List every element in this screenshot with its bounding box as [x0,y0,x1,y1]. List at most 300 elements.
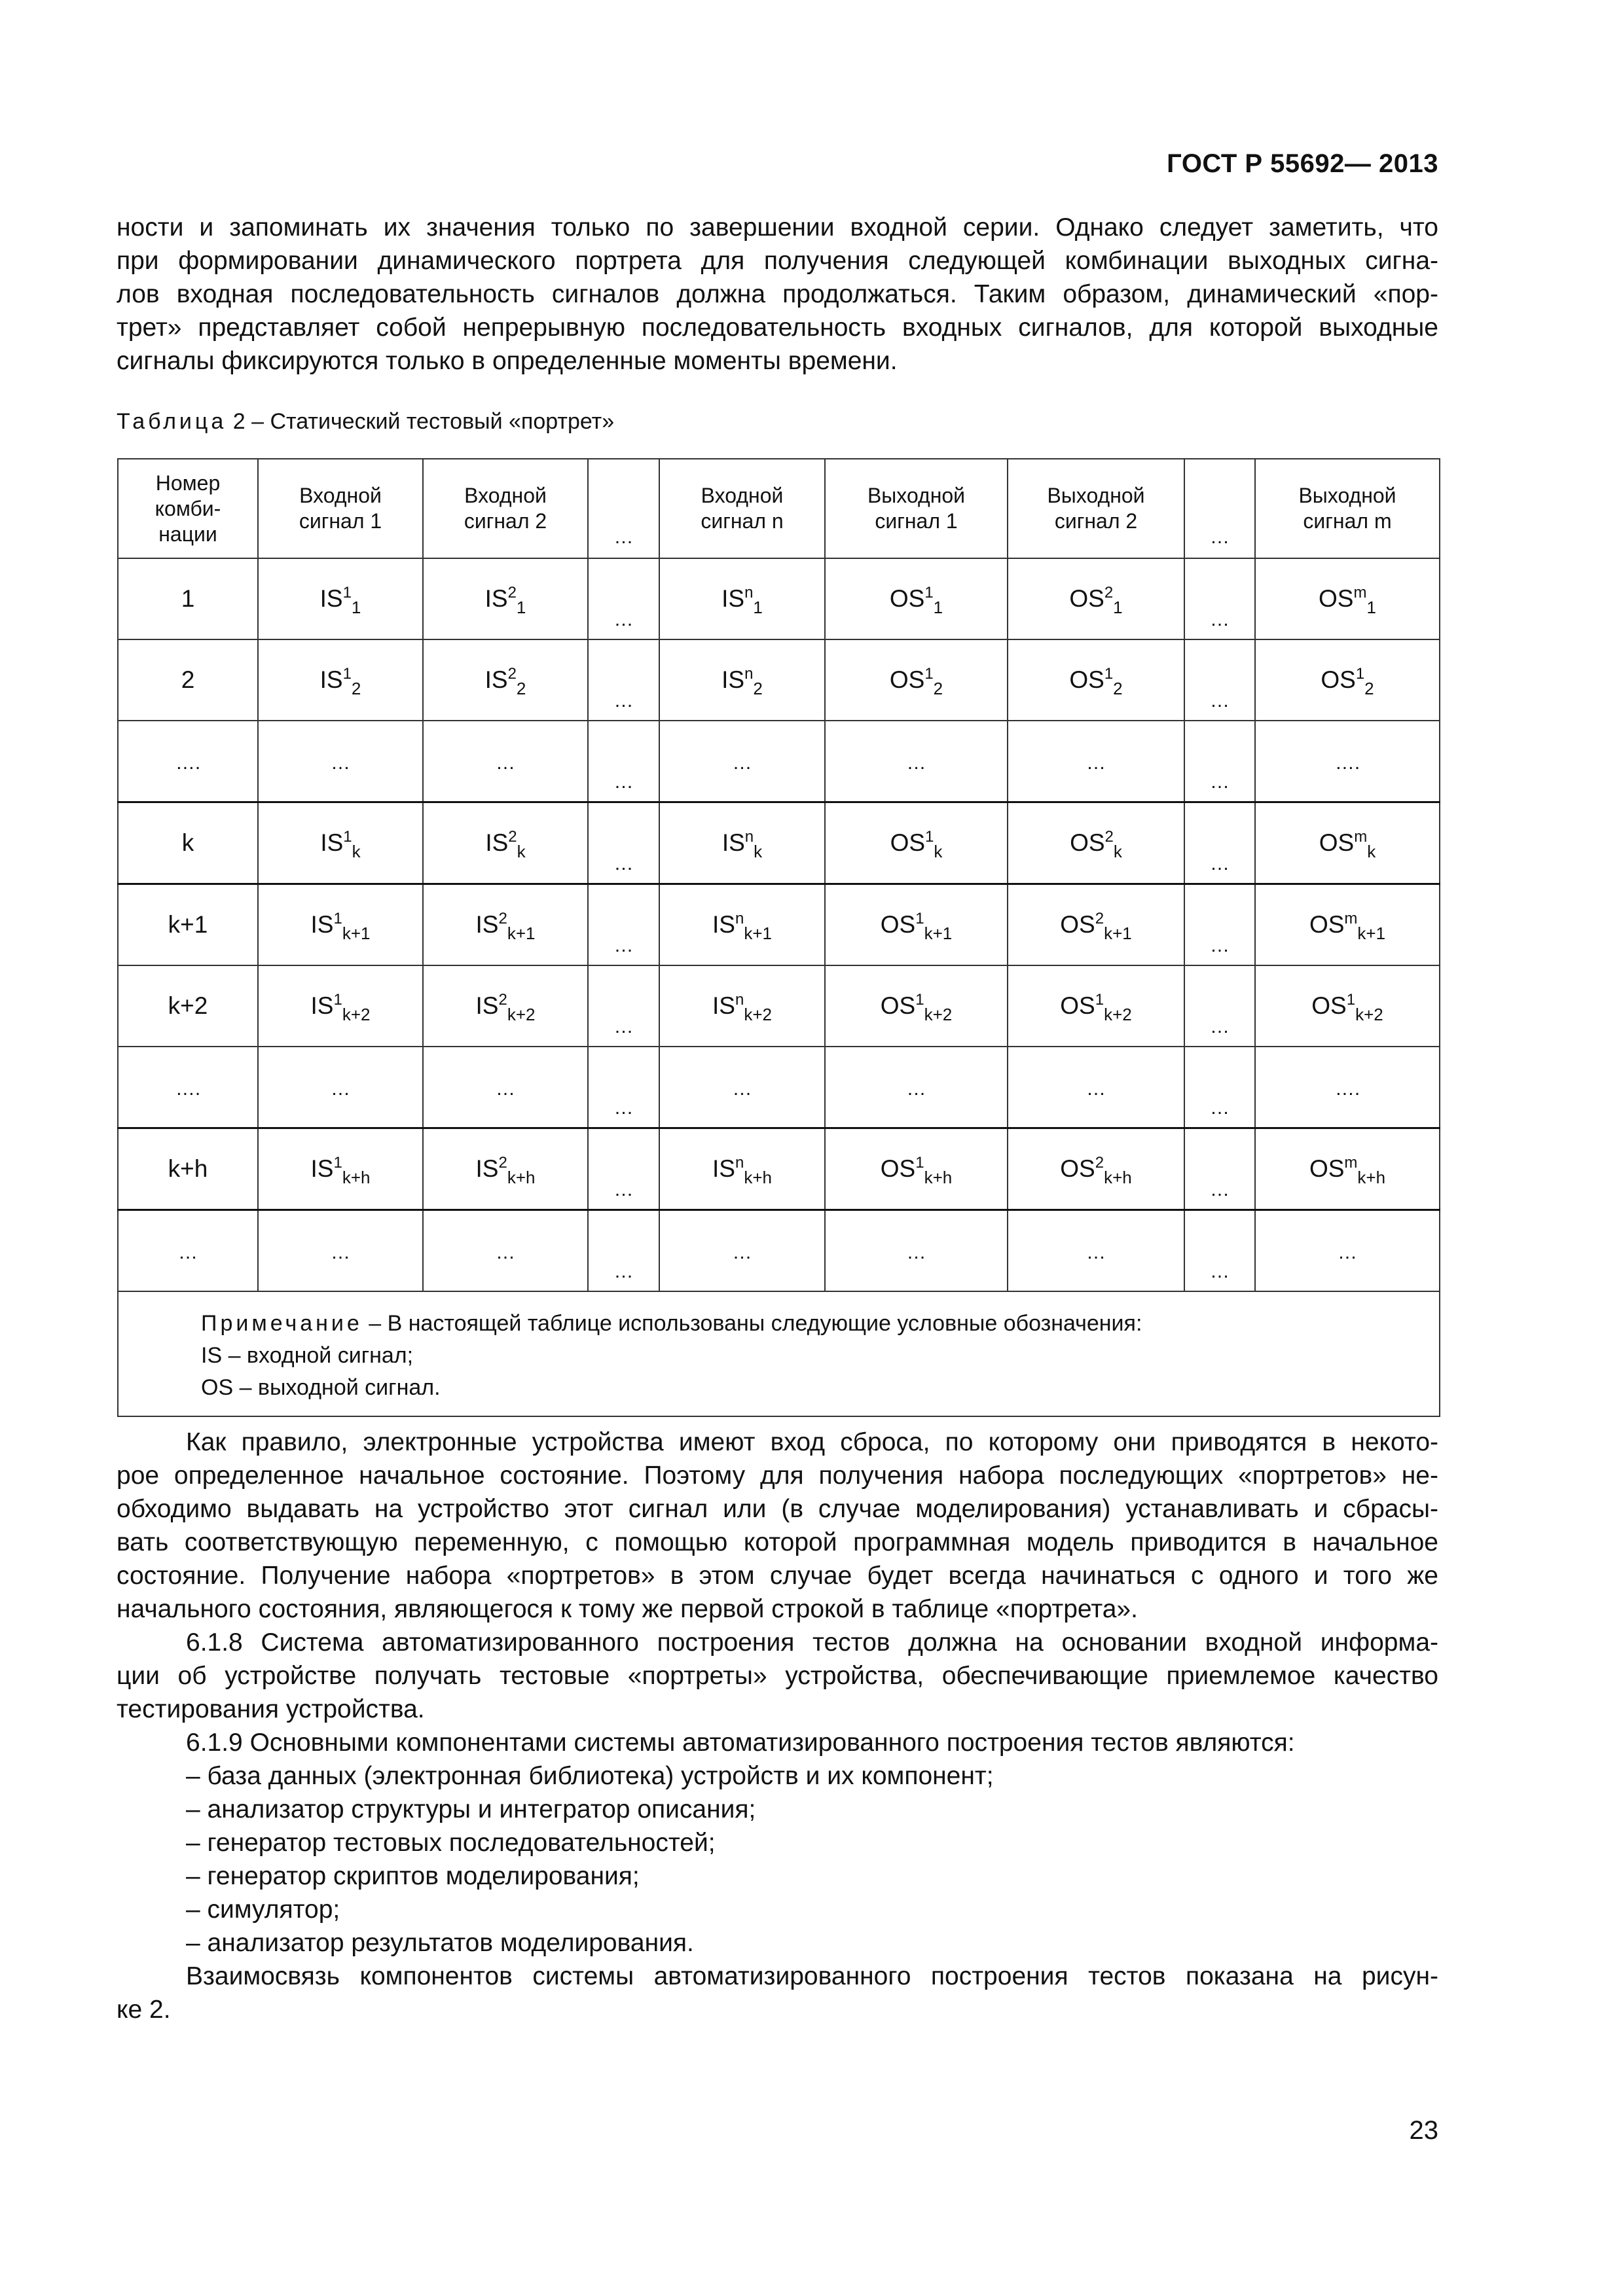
body-line: – генератор скриптов моделирования; [186,1862,640,1890]
column-header [118,459,258,558]
signal-base: OS [890,829,926,856]
cell-text: … [178,1242,198,1263]
signal-base: OS [880,1155,916,1182]
ellipsis-mark: … [1210,935,1230,956]
column-header-line: Выходной [1047,484,1145,507]
table-cell [659,965,825,1047]
signal-index: 1 [1104,665,1114,683]
cell-text: …. [175,752,201,774]
table-cell [258,639,423,721]
signal-base: IS [721,666,745,693]
table-cell [423,802,588,884]
signal-step: k+2 [744,1005,772,1024]
signal-index: 2 [1104,584,1114,601]
table-cell [1255,1210,1440,1292]
signal-step: 1 [516,598,526,617]
note-line-is: IS – входной сигнал; [201,1343,414,1368]
column-header [258,459,423,558]
table-cell [659,639,825,721]
table-row [118,1047,1440,1128]
signal-base: IS [320,829,344,856]
signal-step: 1 [351,598,361,617]
table-cell [1255,558,1440,639]
table-cell-ellipsis [588,965,659,1047]
ellipsis-mark: … [613,1016,634,1037]
body-line: – симулятор; [186,1895,340,1924]
document-header: ГОСТ Р 55692— 2013 [1167,149,1438,178]
table-cell [825,1128,1008,1210]
table-cell [423,721,588,802]
signal-index: 1 [1095,991,1104,1009]
page-number: 23 [1409,2116,1438,2145]
table-cell [258,1128,423,1210]
table-cell [1008,1047,1184,1128]
table-cell [659,558,825,639]
signal-step: k [352,842,361,861]
table-cell-ellipsis [588,558,659,639]
table-cell-ellipsis [588,639,659,721]
column-header-line: Входной [299,484,382,507]
signal-step: k+h [744,1168,772,1187]
signal-index: n [735,1154,744,1172]
table-cell [1008,965,1184,1047]
body-line: тестирования устройства. [117,1695,425,1723]
body-line: ции об устройстве получать тестовые «портреты» устройства, обеспечивающие приемлемое качество [117,1662,1438,1690]
body-line: 6.1.9 Основными компонентами системы автоматизированного построения тестов являются: [186,1729,1295,1757]
cell-text: … [331,752,350,774]
signal-step: k+1 [1357,924,1386,943]
table-cell-ellipsis [588,1047,659,1128]
ellipsis-mark: … [613,935,634,956]
table-cell [118,639,258,721]
table-cell [1255,639,1440,721]
intro-line: трет» представляет собой непрерывную последовательность входных сигналов, для которой выходные [117,314,1438,342]
table-cell [1255,965,1440,1047]
signal-index: 2 [1104,828,1114,846]
table-note [118,1291,1440,1416]
table-cell [825,558,1008,639]
table-cell-ellipsis [588,721,659,802]
signal-index: n [735,910,744,927]
note-line-os: OS – выходной сигнал. [201,1375,441,1400]
column-header [1008,459,1184,558]
table-cell [423,965,588,1047]
table-cell [1255,1128,1440,1210]
table-cell [258,884,423,966]
signal-base: IS [484,666,508,693]
table-caption [117,409,614,435]
table-cell [258,1210,423,1292]
signal-base: OS [1060,911,1095,938]
signal-step: k+h [507,1168,536,1187]
table-cell [659,884,825,966]
signal-base: IS [475,1155,499,1182]
table-cell [423,884,588,966]
cell-text: k+2 [168,992,208,1019]
column-header-ellipsis [1184,459,1255,558]
signal-step: k [1113,842,1122,861]
note-text: – В настоящей таблице использованы следующие условные обозначения: [362,1311,1142,1336]
cell-text: … [1086,1078,1106,1100]
column-header [1255,459,1440,558]
table-cell [118,721,258,802]
table-cell [423,558,588,639]
cell-text: … [1338,1242,1357,1263]
signal-base: IS [484,585,508,612]
signal-index: n [744,584,754,601]
body-line: 6.1.8 Система автоматизированного построения тестов должна на основании входной информа- [186,1628,1438,1657]
ellipsis-mark: … [1210,853,1230,874]
cell-text: … [732,1078,752,1100]
cell-text: …. [1334,752,1360,774]
signal-step: 1 [1113,598,1123,617]
signal-base: OS [889,666,925,693]
table-cell [258,965,423,1047]
table-cell [825,965,1008,1047]
body-line: – генератор тестовых последовательностей; [186,1829,716,1857]
body-line: состояние. Получение набора «портретов» в этом случае будет всегда начинаться с одного и того же [117,1562,1438,1590]
table-cell [1008,1128,1184,1210]
table-cell-ellipsis [588,1128,659,1210]
signal-index: 1 [924,665,934,683]
signal-base: OS [1069,585,1104,612]
table-cell [1008,721,1184,802]
cell-text: … [906,1078,926,1100]
portrait-table [117,458,1440,1417]
signal-base: OS [1069,666,1104,693]
signal-index: 1 [915,1154,924,1172]
ellipsis-mark: … [1210,1016,1230,1037]
intro-line: ности и запоминать их значения только по завершении входной серии. Однако следует заметить, что [117,213,1438,242]
table-cell [825,1210,1008,1292]
table-row [118,884,1440,966]
signal-base: OS [1060,992,1095,1019]
table-cell [659,802,825,884]
table-cell [258,802,423,884]
signal-step: k [754,842,763,861]
table-cell [258,1047,423,1128]
ellipsis-mark: … [1210,526,1230,548]
signal-index: 1 [333,910,342,927]
table-cell [825,802,1008,884]
body-line: Взаимосвязь компонентов системы автоматизированного построения тестов показана на рисун- [186,1962,1438,1990]
ellipsis-mark: … [1210,1179,1230,1200]
signal-step: k+h [1104,1168,1132,1187]
table-cell-ellipsis [1184,884,1255,966]
table-cell-ellipsis [1184,1128,1255,1210]
table-cell [118,802,258,884]
signal-base: OS [880,911,916,938]
signal-index: 1 [1355,665,1365,683]
signal-index: 1 [915,991,924,1009]
table-cell [1255,1047,1440,1128]
signal-index: m [1344,910,1358,927]
signal-step: 2 [753,679,763,698]
column-header-line: сигнал n [701,509,784,533]
ellipsis-mark: … [613,1097,634,1119]
cell-text: … [732,1242,752,1263]
signal-index: 1 [333,1154,342,1172]
body-line: – анализатор структуры и интегратор описания; [186,1795,756,1823]
signal-base: OS [880,992,916,1019]
cell-text: …. [1334,1078,1360,1100]
column-header-line: Номер [155,471,221,495]
signal-step: k [1367,842,1376,861]
signal-base: IS [721,585,745,612]
table-cell-ellipsis [1184,721,1255,802]
ellipsis-mark: … [613,853,634,874]
table-cell [1255,721,1440,802]
column-header [659,459,825,558]
signal-base: OS [1070,829,1105,856]
signal-index: 1 [343,828,352,846]
column-header-line: сигнал 1 [299,509,382,533]
signal-step: k+2 [342,1005,371,1024]
body-line: ке 2. [117,1996,171,2024]
signal-index: n [744,665,754,683]
body-line: обходимо выдавать на устройство этот сигнал или (в случае моделирования) устанавливать и сбрасы- [117,1495,1438,1523]
ellipsis-mark: … [1210,771,1230,793]
signal-base: IS [712,911,735,938]
table-cell-ellipsis [1184,558,1255,639]
body-line: Как правило, электронные устройства имеют вход сброса, по которому они приводятся в некото- [186,1428,1438,1456]
table-cell [423,1047,588,1128]
table-row [118,558,1440,639]
table-cell-ellipsis [1184,1047,1255,1128]
table-cell [423,1128,588,1210]
signal-step: 2 [1113,679,1123,698]
signal-base: OS [1309,1155,1345,1182]
column-header-line: Входной [464,484,547,507]
signal-step: k+2 [507,1005,536,1024]
column-header [423,459,588,558]
column-header-line: Выходной [1298,484,1396,507]
table-cell [118,965,258,1047]
table-row [118,1128,1440,1210]
ellipsis-mark: … [1210,609,1230,630]
column-header-line: сигнал 2 [1054,509,1138,533]
signal-step: 1 [1366,598,1376,617]
cell-text: 1 [181,585,195,612]
column-header [825,459,1008,558]
signal-step: k [517,842,526,861]
table-row [118,965,1440,1047]
cell-text: … [496,1242,515,1263]
cell-text: … [1086,752,1106,774]
signal-step: k+1 [1104,924,1132,943]
body-line: рое определенное начальное состояние. Поэтому для получения набора последующих «портретов» не- [117,1462,1438,1490]
table-cell [659,1047,825,1128]
body-line: вать соответствующую переменную, с помощью которой программная модель приводится в начальное [117,1528,1438,1556]
column-header-line: комби- [155,496,221,520]
table-cell [118,1047,258,1128]
cell-text: k+h [168,1155,208,1182]
ellipsis-mark: … [613,690,634,711]
signal-index: 2 [498,991,507,1009]
signal-base: OS [1319,829,1355,856]
table-cell [423,1210,588,1292]
signal-base: OS [1060,1155,1095,1182]
table-cell [1008,1210,1184,1292]
signal-base: IS [712,992,735,1019]
cell-text: … [331,1078,350,1100]
table-cell [659,1128,825,1210]
table-cell [118,884,258,966]
signal-index: 2 [498,1154,507,1172]
signal-base: IS [475,992,499,1019]
signal-step: k+2 [1104,1005,1132,1024]
column-header-line: Выходной [867,484,966,507]
signal-base: IS [712,1155,735,1182]
table-cell [659,1210,825,1292]
body-line: – анализатор результатов моделирования. [186,1929,694,1957]
signal-index: m [1354,828,1368,846]
body-text [117,1426,1438,2026]
signal-base: IS [721,829,745,856]
signal-step: k+1 [744,924,772,943]
signal-step: 1 [753,598,763,617]
signal-index: 1 [915,910,924,927]
table-cell [1008,639,1184,721]
signal-index: 2 [508,828,517,846]
ellipsis-mark: … [613,609,634,630]
signal-step: 2 [351,679,361,698]
signal-step: k+h [924,1168,953,1187]
table-cell-ellipsis [1184,802,1255,884]
intro-line: лов входная последовательность сигналов должна продолжаться. Таким образом, динамический «пор- [117,280,1438,308]
cell-text: … [331,1242,350,1263]
table-caption-text: 2 – Статический тестовый «портрет» [227,409,615,434]
signal-base: OS [1321,666,1356,693]
table-cell-ellipsis [588,1210,659,1292]
table-row [118,802,1440,884]
column-header-line: нации [158,522,217,546]
signal-base: IS [310,1155,334,1182]
table-note-row [118,1291,1440,1416]
table-header-row [118,459,1440,558]
table-cell [1255,802,1440,884]
signal-index: 1 [924,584,934,601]
table-row [118,721,1440,802]
intro-line: сигналы фиксируются только в определенные моменты времени. [117,347,898,375]
signal-index: 2 [507,584,517,601]
cell-text: … [906,752,926,774]
signal-index: 1 [333,991,342,1009]
table-row [118,1210,1440,1292]
signal-base: IS [319,666,343,693]
signal-step: 2 [1364,679,1374,698]
signal-base: IS [310,911,334,938]
table-cell-ellipsis [1184,1210,1255,1292]
table-cell [825,1047,1008,1128]
signal-index: 2 [498,910,507,927]
cell-text: k+1 [168,911,208,938]
signal-base: OS [1311,992,1347,1019]
table-cell-ellipsis [1184,639,1255,721]
signal-step: k [934,842,943,861]
signal-index: 2 [507,665,517,683]
intro-line: при формировании динамического портрета для получения следующей комбинации выходных сигна- [117,247,1438,275]
body-line: – база данных (электронная библиотека) устройств и их компонент; [186,1762,994,1790]
table-cell [258,558,423,639]
cell-text: … [906,1242,926,1263]
signal-base: IS [475,911,499,938]
column-header-ellipsis [588,459,659,558]
cell-text: … [732,752,752,774]
signal-index: m [1344,1154,1358,1172]
signal-index: n [735,991,744,1009]
intro-paragraph [117,211,1438,378]
table-cell-ellipsis [1184,965,1255,1047]
signal-index: n [744,828,754,846]
signal-base: OS [1309,911,1345,938]
cell-text: … [496,1078,515,1100]
cell-text: 2 [181,666,195,693]
table-cell [423,639,588,721]
signal-step: 1 [933,598,943,617]
signal-base: OS [889,585,925,612]
table-cell [659,721,825,802]
signal-base: IS [485,829,509,856]
signal-step: k+h [1357,1168,1386,1187]
column-header-line: сигнал m [1303,509,1392,533]
table-caption-word: Таблица [117,409,227,434]
signal-index: 2 [1095,1154,1104,1172]
table-cell [825,721,1008,802]
ellipsis-mark: … [1210,1097,1230,1119]
ellipsis-mark: … [613,1261,634,1282]
cell-text: … [1086,1242,1106,1263]
ellipsis-mark: … [613,771,634,793]
table-cell [118,1210,258,1292]
table-cell [1008,558,1184,639]
column-header-line: сигнал 1 [875,509,958,533]
signal-base: IS [319,585,343,612]
signal-step: k+2 [1355,1005,1383,1024]
ellipsis-mark: … [613,526,634,548]
cell-text: k [181,829,194,856]
signal-step: 2 [933,679,943,698]
signal-index: 1 [1346,991,1356,1009]
table-cell [825,639,1008,721]
note-title [201,1308,1439,1340]
note-word: Примечание [201,1311,363,1336]
column-header-line: Входной [701,484,784,507]
column-header-line: сигнал 2 [464,509,547,533]
signal-step: k+1 [507,924,536,943]
signal-step: k+1 [342,924,371,943]
cell-text: …. [175,1078,201,1100]
signal-step: k+1 [924,924,953,943]
table-cell [1008,802,1184,884]
table-cell-ellipsis [588,884,659,966]
signal-step: k+2 [924,1005,953,1024]
signal-base: OS [1319,585,1354,612]
table-row [118,639,1440,721]
signal-step: 2 [516,679,526,698]
ellipsis-mark: … [613,1179,634,1200]
signal-base: IS [310,992,334,1019]
signal-index: 2 [1095,910,1104,927]
body-line: начального состояния, являющегося к тому же первой строкой в таблице «портрета». [117,1595,1138,1623]
signal-index: m [1353,584,1367,601]
table-cell [118,558,258,639]
ellipsis-mark: … [1210,1261,1230,1282]
table-cell [825,884,1008,966]
table-cell-ellipsis [588,802,659,884]
cell-text: … [496,752,515,774]
table-cell [258,721,423,802]
